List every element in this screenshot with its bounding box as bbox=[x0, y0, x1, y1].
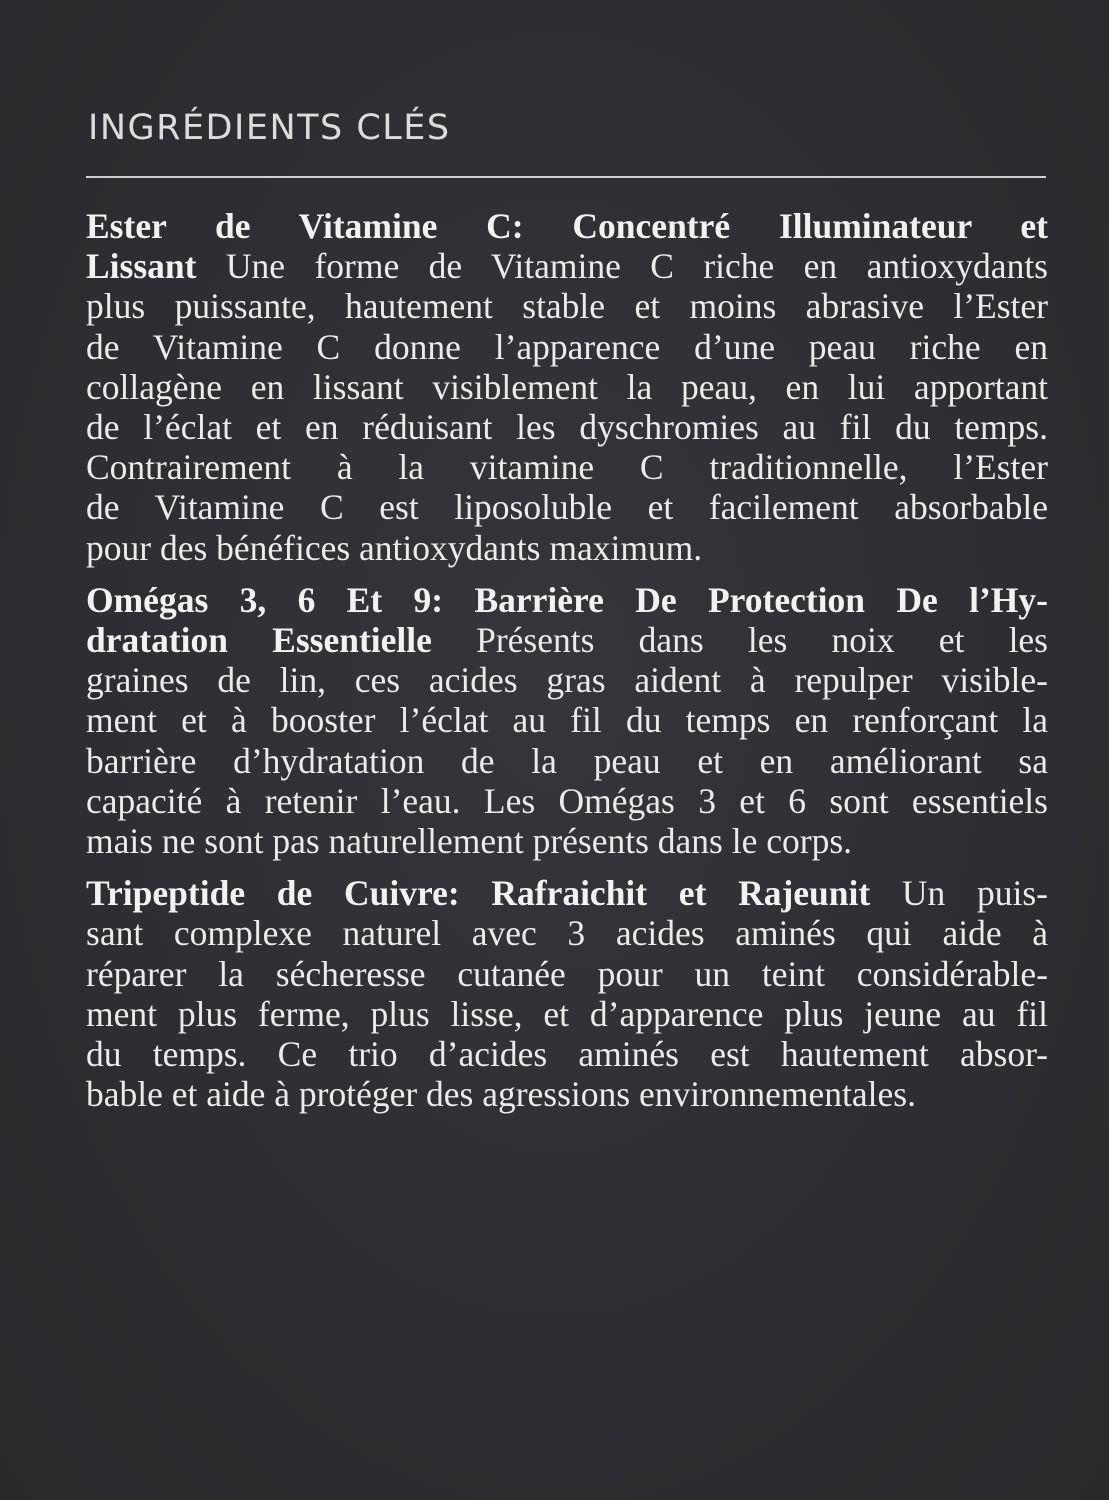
text-line: dratation Essentielle Présents dans les noix et les bbox=[86, 620, 1049, 661]
heading-divider bbox=[86, 176, 1046, 178]
text-line: collagène en lissant visiblement la peau, en lui apportant bbox=[86, 366, 1048, 407]
ingredient-paragraph-copper-tripeptide bbox=[86, 873, 1048, 1114]
text-line: ment et à booster l’éclat au fil du temps en renforçant la bbox=[86, 700, 1048, 741]
text-line: ment plus ferme, plus lisse, et d’apparence plus jeune au fil bbox=[86, 993, 1048, 1034]
ingredient-title: Lissant bbox=[86, 246, 197, 287]
text-line: bable et aide à protéger des agressions environnementales. bbox=[86, 1074, 916, 1115]
text-line: mais ne sont pas naturellement présents dans le corps. bbox=[86, 821, 853, 862]
text-line: Tripeptide de Cuivre: Rafraichit et Rajeunit Un puis- bbox=[86, 873, 1048, 914]
text-line bbox=[86, 206, 1048, 246]
text-line: de Vitamine C donne l’apparence d’une peau riche en bbox=[86, 326, 1048, 367]
text-line: capacité à retenir l’eau. Les Omégas 3 et 6 sont essentiels bbox=[86, 780, 1048, 821]
ingredient-title: dratation Essentielle bbox=[86, 620, 432, 661]
text-line: de Vitamine C est liposoluble et facilement absorbable bbox=[86, 487, 1048, 528]
ingredient-paragraph-omegas bbox=[86, 580, 1048, 861]
ingredients-body bbox=[86, 206, 1048, 1126]
text-line: graines de lin, ces acides gras aident à repulper visible- bbox=[86, 660, 1048, 701]
text-line: de l’éclat et en réduisant les dyschromies au fil du temps. bbox=[86, 407, 1048, 448]
text-line: plus puissante, hautement stable et moins abrasive l’Ester bbox=[86, 286, 1048, 327]
section-heading: INGRÉDIENTS CLÉS bbox=[88, 108, 451, 148]
text-line: du temps. Ce trio d’acides aminés est hautement absor- bbox=[86, 1034, 1048, 1075]
ingredient-title: Tripeptide de Cuivre: Rafraichit et Rajeunit bbox=[86, 873, 871, 914]
text-line: Contrairement à la vitamine C traditionnelle, l’Ester bbox=[86, 447, 1048, 488]
text-line: sant complexe naturel avec 3 acides aminés qui aide à bbox=[86, 913, 1048, 954]
text-line: barrière d’hydratation de la peau et en améliorant sa bbox=[86, 740, 1048, 781]
text-line bbox=[86, 580, 1048, 620]
text-line: pour des bénéfices antioxydants maximum. bbox=[86, 527, 703, 568]
text-line: Lissant Une forme de Vitamine C riche en antioxydants bbox=[86, 246, 1048, 287]
text-line: réparer la sécheresse cutanée pour un teint considérable- bbox=[86, 953, 1048, 994]
ingredient-title: Ester de Vitamine C: Concentré Illuminateur et bbox=[86, 206, 1048, 246]
ingredient-paragraph-vitamin-c bbox=[86, 206, 1048, 568]
ingredient-title: Omégas 3, 6 Et 9: Barrière De Protection De l’Hy- bbox=[86, 579, 1048, 620]
